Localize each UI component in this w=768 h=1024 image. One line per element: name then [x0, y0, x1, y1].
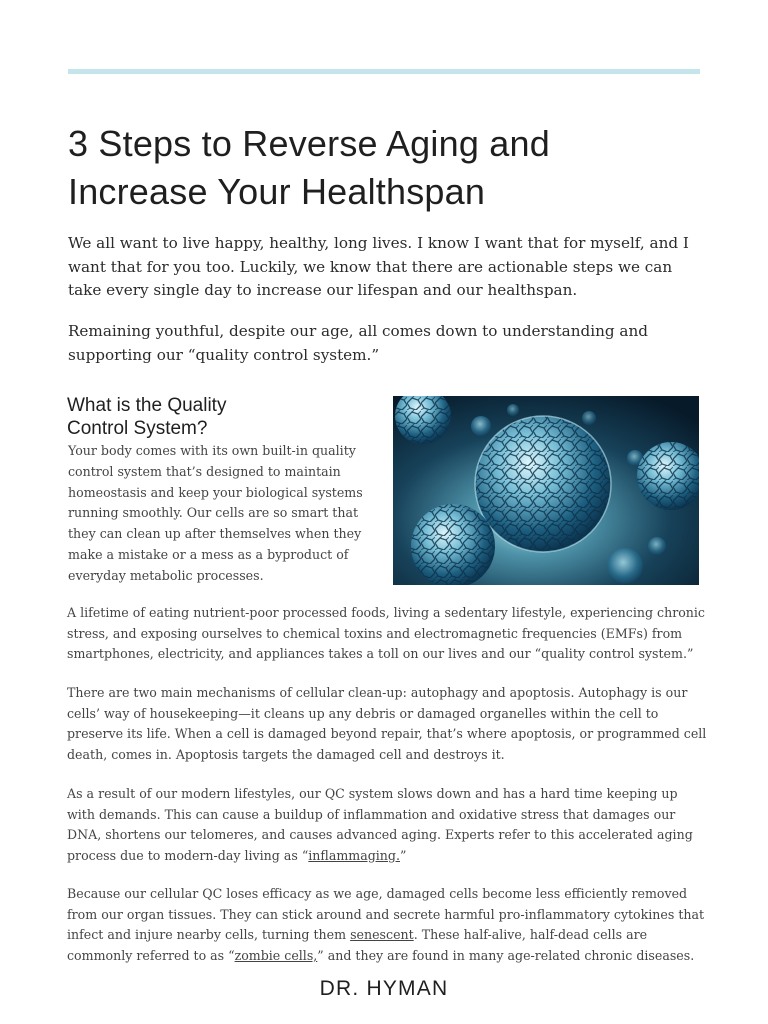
p3-text-before: As a result of our modern lifestyles, our QC system slows down and has a hard time keeping up with demands. This can cause a buildup of inflammation and oxidative stress that damages our DNA, shortens our telomeres, and causes advanced aging. Experts refer to this accelerated aging process due to modern-day living as “ — [67, 786, 693, 863]
title-line-1: 3 Steps to Reverse Aging and — [68, 123, 550, 164]
p4-text-before: Because our cellular QC loses efficacy as we age, damaged cells become less efficiently removed from our organ tissues. They can stick around and secrete harmful pro-inflammatory cytokines that infect and injure nearby cells, turning them — [67, 886, 705, 943]
paragraph-clean-up-mechanisms: There are two main mechanisms of cellular clean-up: autophagy and apoptosis. Autophagy is our cells’ way of housekeeping—it cleans up any debris or damaged organelles within the cell to preserve its life. When a cell is damaged beyond repair, that’s where apoptosis, or programmed cell death, comes in. Apoptosis targets the damaged cell and destroys it. — [67, 685, 707, 762]
p3-text-after: ” — [400, 847, 407, 863]
intro-paragraph-1: We all want to live happy, healthy, long lives. I know I want that for myself, and I want that for you too. Luckily, we know that there are actionable steps we can take every single day to increase our lifespan and our healthspan. — [68, 234, 689, 299]
inflammaging-link[interactable]: inflammaging. — [308, 847, 400, 863]
qc-section-body: Your body comes with its own built-in quality control system that’s designed to maintain homeostasis and keep your biological systems running smoothly. Our cells are so smart that they can clean up after themselves when they make a mistake or a mess as a byproduct of everyday metabolic processes. — [68, 443, 363, 583]
paragraph-inflammaging — [67, 784, 707, 866]
senescent-link[interactable]: senescent — [350, 927, 414, 943]
intro-paragraph-2: Remaining youthful, despite our age, all comes down to understanding and supporting our “quality control system.” — [68, 322, 648, 364]
cells-illustration — [393, 396, 699, 585]
zombie-cells-link[interactable]: zombie cells, — [234, 947, 318, 963]
article-title — [68, 120, 708, 216]
qc-heading-line-1: What is the Quality — [67, 395, 227, 416]
top-accent-bar — [68, 69, 700, 74]
cells-illustration-svg — [393, 396, 699, 585]
paragraph-lifestyle-toll: A lifetime of eating nutrient-poor processed foods, living a sedentary lifestyle, experiencing chronic stress, and exposing ourselves to chemical toxins and electromagnetic frequencies (EMFs) from smartphones, electricity, and appliances takes a toll on our lives and our “quality control system.” — [67, 605, 705, 662]
paragraph-zombie-cells — [67, 884, 707, 966]
qc-heading-line-2: Control System? — [67, 418, 208, 439]
qc-section-heading — [67, 394, 367, 440]
p4-text-after: ” and they are found in many age-related chronic diseases. — [317, 947, 695, 963]
footer-brand-logo: DR. HYMAN — [319, 977, 449, 1000]
p4-text-mid: . These half-alive, half-dead cells are commonly referred to as “ — [67, 927, 648, 963]
title-line-2: Increase Your Healthspan — [68, 171, 486, 212]
